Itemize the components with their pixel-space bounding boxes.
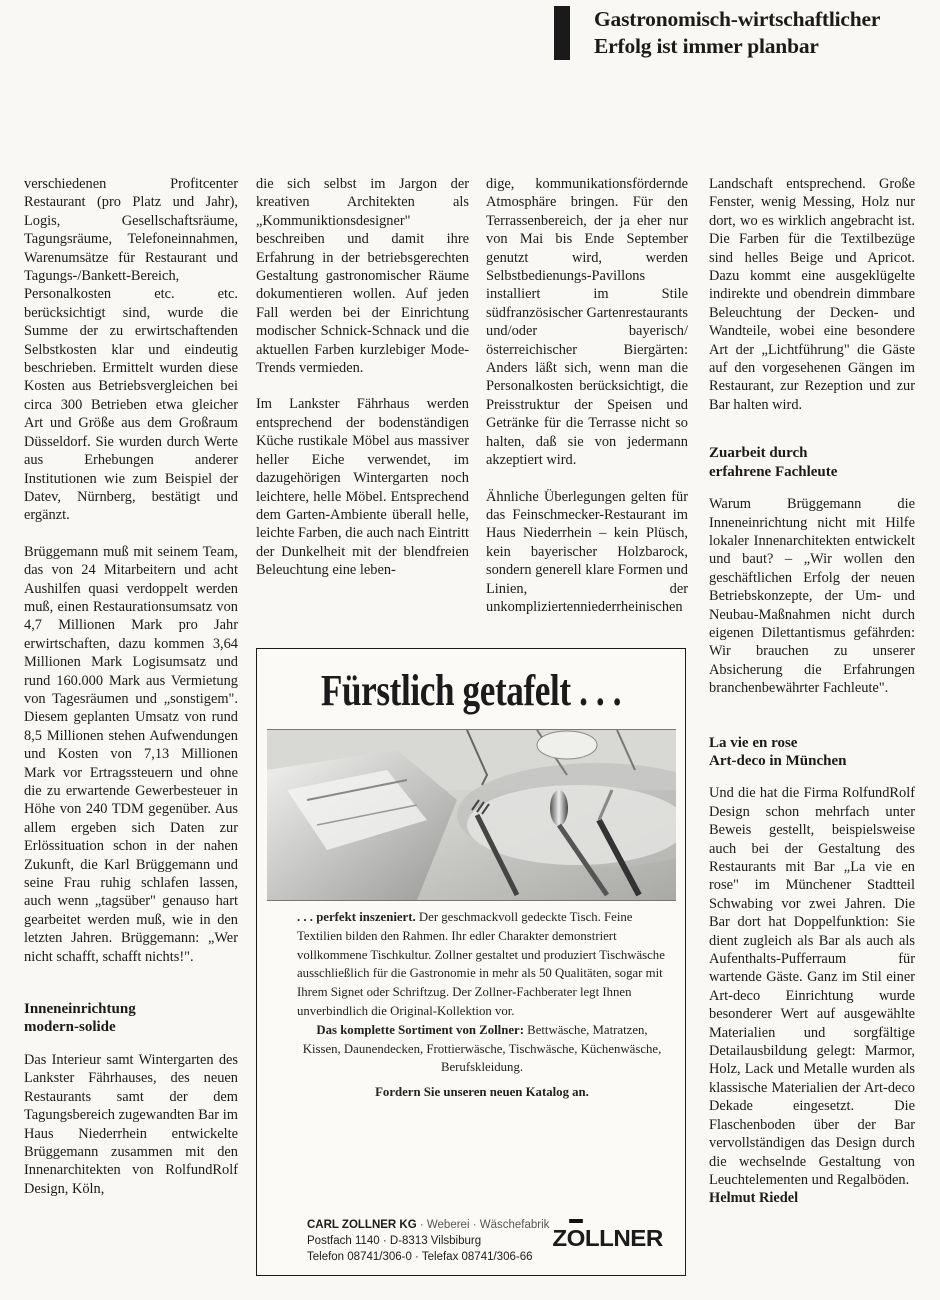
column-2 <box>256 175 469 598</box>
ad-lead-text: Der geschmackvoll gedeckte Tisch. Feine Textilien bilden den Rahmen. Ihr edler Charakter demonstriert vollkommene Tischkultur. Zollner gestaltet und produziert Tischwäsche ausschließlich für die Gastronomie in mehr als 50 Qualitäten, sogar mit Ihrem Signet oder Schriftzug. Der Zollner-Fachberater legt Ihnen unverbindlich die Original-Kollektion vor. <box>297 910 665 1018</box>
subheading <box>709 734 915 771</box>
subheading-line-2: erfahrene Fachleute <box>709 463 838 480</box>
subheading <box>709 444 915 481</box>
ad-range-text: Bettwäsche, Matratzen, Kissen, Daunendecken, Frottierwäsche, Tischwäsche, Küchenwäsche, Berufskleidung. <box>302 1022 662 1075</box>
ad-lead-bold: . . . perfekt inszeniert. <box>297 910 416 924</box>
ad-lead <box>297 908 667 1021</box>
advertisement-box <box>256 648 686 1276</box>
subheading-line-2: modern-solide <box>24 1019 116 1036</box>
ad-range <box>297 1021 667 1077</box>
subheading-line-1: La vie en rose <box>709 734 798 751</box>
paragraph: Ähnliche Überlegungen gelten für das Feinschmecker-Restaurant im Haus Niederrhein – kein Plüsch, kein bayerischer Holzbarock, sondern generell klare Formen und Linien, der unkompliziertenniederrheinischen <box>486 488 688 615</box>
paragraph: dige, kommunikationsfördernde Atmosphäre bringen. Für den Terrassenbereich, der ja eher nur von Mai bis Ende September genutzt wird, werden Selbstbedienungs-Pavillons installiert im Stile südfranzösischer Gartenrestaurants und/oder bayerisch/österreichischer Biergärten: Anders läßt sich, wenn man die Personalkosten berücksichtigt, die Preisstruktur der Speisen und Getränke für die Terrasse nicht so halten, daß sie von jedermann akzeptiert wird. <box>486 176 688 469</box>
paragraph: Landschaft entsprechend. Große Fenster, wenig Messing, Holz nur dort, wo es wirklich angebracht ist. Die Farben für die Textilbezüge sind helles Beige und Apricot. Dazu kommt eine ausgeklügelte indirekte und obendrein dimmbare Beleuchtung der Decken- und Wandteile, wobei eine besondere Art der „Lichtführung" die Gäste auf den vorgesehenen Gängen im Restaurant, zur Rezeption und zur Bar halten wird. <box>709 176 915 413</box>
paragraph: Im Lankster Fährhaus werden entsprechend der bodenständigen Küche rustikale Möbel aus massiver heller Eiche verwendet, im dazugehörigen Wintergarten noch leichtere, helle Möbel. Entsprechend dem Garten-Ambiente überall helle, leichte Farben, die auch nach Eintritt der Dunkelheit mit der blendfreien Beleuchtung eine leben- <box>256 396 469 579</box>
company-info <box>307 1217 549 1265</box>
headline <box>594 6 934 60</box>
paragraph: Und die hat die Firma RolfundRolf Design schon mehrfach unter Beweis gestellt, beispielsweise auch bei der Gestaltung des Restaurants mit Bar „La vie en rose" im Münchener Stadtteil Schwabing vor zwei Jahren. Die Bar dort hat Doppelfunktion: Sie dient zugleich als Bar als auch als Aufenthalts-Pufferraum für wartende Gäste. Ganz im Stil einer Art-deco Einrichtung wurde besonderer Wert auf ausgewählte Materialien und sorgfältige Detailausbildung gelegt: Marmor, Holz, Lack und Metalle wurden als klassische Materialien der Art-deco Dekade eingesetzt. Die Flaschenboden über der Bar vervollständigen das Design durch die wechselnde Gestaltung von Leuchtelementen und Regalböden. <box>709 785 915 1188</box>
author-byline: Helmut Riedel <box>709 1190 799 1207</box>
column-3 <box>486 175 688 634</box>
company-tagline: · Weberei · Wäschefabrik <box>416 1219 550 1231</box>
logo-o-with-bar: O <box>566 1225 585 1251</box>
ad-cta: Fordern Sie unseren neuen Katalog an. <box>375 1085 589 1100</box>
paragraph: Brüggemann muß mit seinem Team, das von 24 Mitarbeitern und acht Aushilfen quasi verdoppelt werden muß, einen Restaurationsumsatz von 4,7 Millionen Mark pro Jahr erwirtschaften, dazu kommen 3,64 Millionen Mark Logisumsatz und rund 160.000 Mark aus Vermietung von Tagesräumen und „sonstigem". Diesem geplanten Umsatz von rund 8,5 Millionen stehen Aufwendungen und Kosten von 7,13 Millionen Mark vor Ertragssteuern und ohne die zu erwartende Gewerbesteuer in Höhe von 240 TDM gegenüber. Aus allem ergeben sich Daten zur Erlössituation schon in der nahen Zukunft, die Karl Brüggemann und seine Frau ruhig schlafen lassen, auch wenn „tagsüber" genauso hart gearbeitet werden muß, wie in den letzten Jahren. Brüggemann: „Wer nicht schafft, schafft nichts!". <box>24 543 238 965</box>
subheading-line-1: Inneneinrichtung <box>24 1001 136 1018</box>
column-1 <box>24 175 238 1216</box>
headline-bar <box>554 6 570 60</box>
paragraph: Warum Brüggemann die Inneneinrichtung nicht mit Hilfe lokaler Innenarchitekten entwickelt und baut? – „Wir wollen den geschäftlichen Erfolg der neuen Betriebskonzepte, der Um- und Neubau-Maßnahmen nicht durch eigenen Dilettantismus gefährden: Wir brauchen zu unserer Absicherung die Erfahrungen branchenbewährter Fachleute". <box>709 496 915 697</box>
paragraph: Das Interieur samt Wintergarten des Lankster Fährhauses, des neuen Restaurants samt der dem Tagungsbereich zugewandten Bar im Haus Niederrhein entwickelte Brüggemann zusammen mit den Innenarchitekten von RolfundRolf Design, Köln, <box>24 1051 238 1197</box>
company-name: CARL ZOLLNER KG <box>307 1219 417 1231</box>
ad-title: Fürstlich getafelt . . . <box>320 666 622 715</box>
paragraph: verschiedenen Profitcenter Restaurant (pro Platz und Jahr), Logis, Gesellschaftsräume, Tagungsräume, Telefoneinnahmen, Warenumsätze für Restaurant und Tagungs-/Bankett-Bereich, Personalkosten etc. etc. berücksichtigt sind, wurde die Summe der zu erwirtschaftenden Selbstkosten klar und eindeutig beschrieben. Ermittelt wurden diese Kosten aus Betriebsvergleichen bei circa 300 Betrieben etwa gleicher Art und Größe aus dem Großraum Düsseldorf. Sie wurden durch Werte aus Erhebungen anderer Institutionen wie zum Beispiel der Datev, Nürnberg, bestätigt und ergänzt. <box>24 176 238 524</box>
ad-copy <box>297 908 667 1102</box>
zollner-logo: ZOLLNER <box>552 1225 663 1251</box>
subheading <box>24 1000 238 1037</box>
ad-range-bold: Das komplette Sortiment von Zollner: <box>316 1022 524 1037</box>
company-phone: Telefon 08741/306-0 · Telefax 08741/306-66 <box>307 1251 533 1263</box>
headline-line-1: Gastronomisch-wirtschaftlicher <box>594 7 881 31</box>
subheading-line-2: Art-deco in München <box>709 752 847 769</box>
subheading-line-1: Zuarbeit durch <box>709 445 808 462</box>
ad-photo-table-setting <box>267 729 676 901</box>
column-4 <box>709 175 915 1208</box>
paragraph: die sich selbst im Jargon der kreativen Architekten als „Kommuniktionsdesigner" beschreiben und damit ihre Erfahrung in der betriebsgerechten Gestaltung gastronomischer Räume dokumentieren wollen. Auf jeden Fall werden bei der Einrichtung modischer Schnick-Schnack und die aktuellen Farben kurzlebiger Mode-Trends vermieden. <box>256 176 469 377</box>
company-address: Postfach 1140 · D-8313 Vilsbiburg <box>307 1235 482 1247</box>
headline-line-2: Erfolg ist immer planbar <box>594 34 819 58</box>
